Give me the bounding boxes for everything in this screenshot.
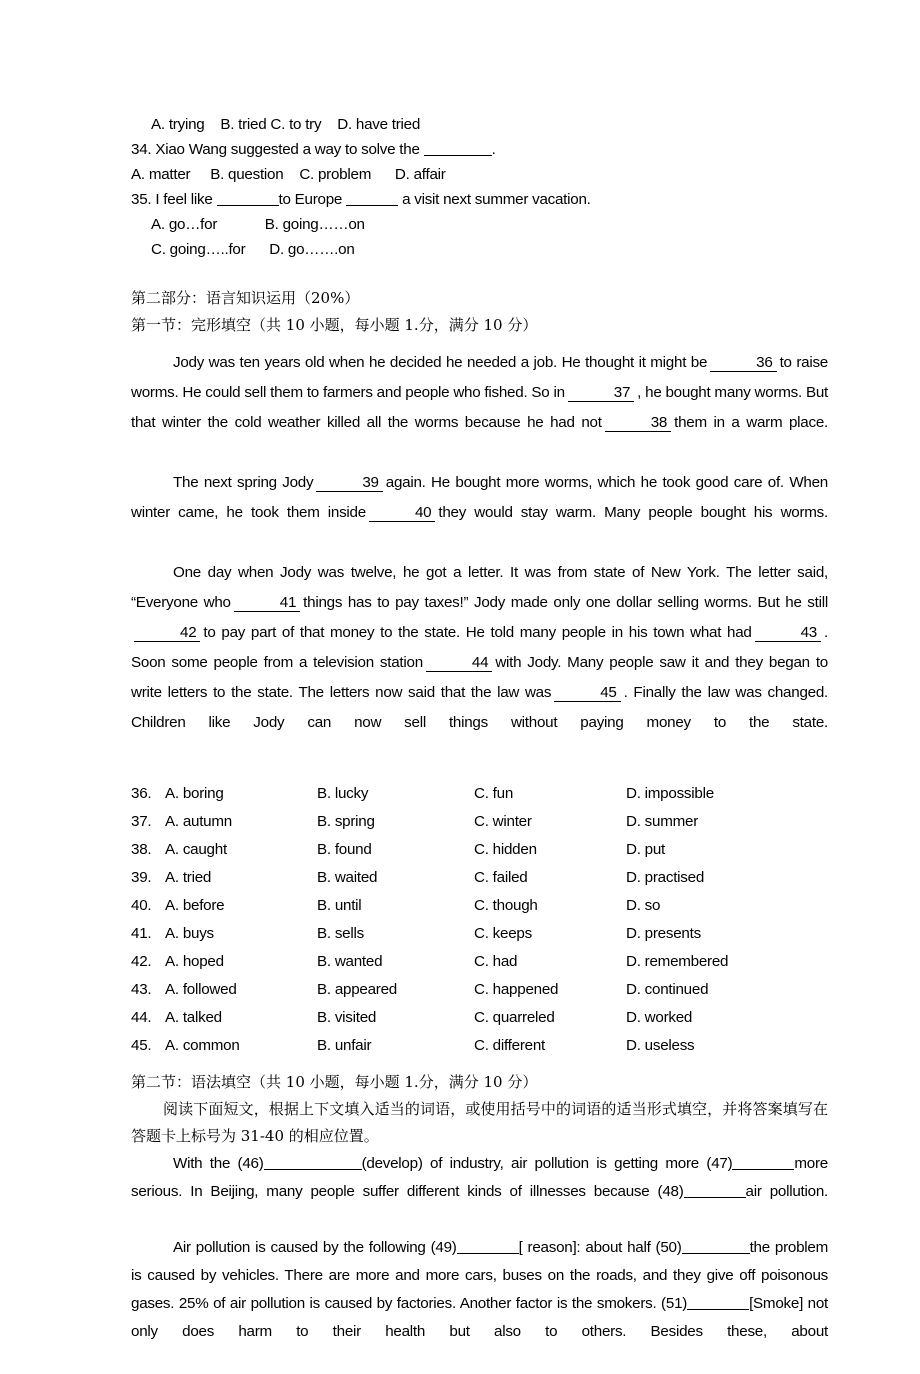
option-a[interactable]: A. tried	[165, 869, 212, 886]
cloze-blank-44: 44	[426, 655, 492, 672]
option-c[interactable]: C. winter	[474, 813, 532, 830]
grammar-p1-text-d: air pollution.	[745, 1183, 829, 1200]
cloze-paragraph-3	[131, 558, 828, 768]
question-34-stem-text: 34. Xiao Wang suggested a way to solve the	[131, 141, 424, 158]
cloze-p3-text-e: with Jody. Many people saw it and they began to write letters to the state. The letters now said that the law was	[131, 654, 828, 701]
spacer	[131, 1060, 828, 1069]
cloze-p1-text-a: Jody was ten years old when he decided he needed a job. He thought it might be	[173, 354, 708, 371]
grammar-blank-50	[682, 1238, 750, 1253]
option-d[interactable]: D. impossible	[626, 785, 714, 802]
option-b[interactable]: B. wanted	[317, 953, 383, 970]
question-35-stem	[131, 187, 828, 212]
cloze-blank-42: 42	[134, 625, 200, 642]
cloze-options-table	[131, 780, 828, 1060]
grammar-p1-text-c: more serious. In Beijing, many people suffer different kinds of illnesses because (48)	[131, 1155, 829, 1200]
cloze-blank-37: 37	[568, 385, 634, 402]
cloze-blank-38: 38	[605, 415, 671, 432]
cloze-p1-text-b: to raise worms. He could sell them to farmers and people who fished. So in	[131, 354, 828, 401]
option-b[interactable]: B. sells	[317, 925, 364, 942]
option-row-number: 45.	[131, 1037, 152, 1054]
document-page	[131, 112, 828, 1374]
option-c[interactable]: C. failed	[474, 869, 528, 886]
option-b[interactable]: B. lucky	[317, 785, 369, 802]
cloze-p3-text-b: things has to pay taxes!” Jody made only one dollar selling worms. But he still	[303, 594, 828, 611]
cloze-paragraph-2	[131, 468, 828, 558]
grammar-blank-46	[264, 1154, 362, 1169]
table-row	[131, 920, 828, 948]
question-35-blank-1	[217, 190, 279, 205]
section-2-instruction	[131, 1096, 828, 1150]
section-2-heading: 第二节：语法填空（共 10 小题，每小题 1.分，满分 10 分）	[131, 1073, 538, 1091]
cloze-p3-text-a: One day when Jody was twelve, he got a letter. It was from state of New York. The letter said, “Everyone who	[131, 564, 828, 611]
cloze-p2-text-a: The next spring Jody	[173, 474, 314, 491]
option-row-number: 39.	[131, 869, 152, 886]
option-a[interactable]: A. common	[165, 1037, 240, 1054]
table-row	[131, 976, 828, 1004]
table-row	[131, 1004, 828, 1032]
cloze-blank-45: 45	[554, 685, 620, 702]
option-b[interactable]: B. waited	[317, 869, 378, 886]
grammar-p2-text-a: Air pollution is caused by the following (49)	[173, 1239, 457, 1256]
option-b[interactable]: B. appeared	[317, 981, 398, 998]
question-35-stem-c: a visit next summer vacation.	[398, 191, 591, 208]
grammar-blank-48	[684, 1182, 746, 1197]
cloze-blank-43: 43	[755, 625, 821, 642]
option-b[interactable]: B. until	[317, 897, 362, 914]
option-b[interactable]: B. found	[317, 841, 372, 858]
part-2-section-1-heading: 第一节：完形填空（共 10 小题，每小题 1.分，满分 10 分）	[131, 316, 538, 334]
question-35-stem-b: to Europe	[278, 191, 347, 208]
cloze-p3-text-d: . Soon some people from a television station	[131, 624, 828, 671]
cloze-blank-40: 40	[369, 505, 435, 522]
option-a[interactable]: A. autumn	[165, 813, 232, 830]
table-row	[131, 808, 828, 836]
grammar-paragraph-2	[131, 1234, 828, 1374]
grammar-p1-text-b: (develop) of industry, air pollution is getting more (47)	[361, 1155, 733, 1172]
part-2-heading: 第二部分：语言知识运用（20%）	[131, 289, 360, 307]
cloze-blank-36: 36	[710, 355, 776, 372]
cloze-p3-text-f: . Finally the law was changed. Children like Jody can now sell things without paying money to the state.	[131, 684, 829, 731]
cloze-blank-39: 39	[316, 475, 382, 492]
spacer	[131, 262, 828, 285]
section-2-instruction-text: 阅读下面短文，根据上下文填入适当的词语，或使用括号中的词语的适当形式填空，并将答案填写在答题卡上标号为 31-40 的相应位置。	[131, 1100, 828, 1145]
question-33-options: A. trying B. tried C. to try D. have tried	[151, 116, 421, 133]
cloze-p3-text-c: to pay part of that money to the state. He told many people in his town what had	[203, 624, 752, 641]
question-35-blank-2	[346, 190, 398, 205]
option-d[interactable]: D. practised	[626, 869, 705, 886]
option-a[interactable]: A. caught	[165, 841, 227, 858]
question-34-options: A. matter B. question C. problem D. affair	[131, 166, 446, 183]
option-row-number: 38.	[131, 841, 152, 858]
table-row	[131, 780, 828, 808]
option-d[interactable]: D. summer	[626, 813, 699, 830]
option-a[interactable]: A. buys	[165, 925, 214, 942]
grammar-p2-text-d: [Smoke] not only does harm to their health but also to others. Besides these, about	[131, 1295, 829, 1340]
cloze-paragraph-1	[131, 348, 828, 468]
option-d[interactable]: D. presents	[626, 925, 701, 942]
option-row-number: 41.	[131, 925, 152, 942]
option-c[interactable]: C. happened	[474, 981, 559, 998]
option-c[interactable]: C. different	[474, 1037, 546, 1054]
table-row	[131, 864, 828, 892]
question-35-options-line-2: C. going…..for D. go…….on	[151, 241, 355, 258]
question-35-stem-a: 35. I feel like	[131, 191, 217, 208]
option-row-number: 44.	[131, 1009, 152, 1026]
grammar-p1-text-a: With the (46)	[173, 1155, 264, 1172]
option-d[interactable]: D. useless	[626, 1037, 695, 1054]
option-d[interactable]: D. worked	[626, 1009, 693, 1026]
option-a[interactable]: A. talked	[165, 1009, 222, 1026]
option-row-number: 43.	[131, 981, 152, 998]
grammar-paragraph-1	[131, 1150, 828, 1234]
question-34-stem	[131, 137, 828, 162]
option-row-number: 42.	[131, 953, 152, 970]
option-c[interactable]: C. hidden	[474, 841, 537, 858]
grammar-blank-51	[687, 1294, 749, 1309]
question-34-blank	[424, 140, 492, 155]
table-row	[131, 836, 828, 864]
option-b[interactable]: B. spring	[317, 813, 375, 830]
option-b[interactable]: B. visited	[317, 1009, 377, 1026]
spacer	[131, 339, 828, 348]
cloze-p2-text-b: again. He bought more worms, which he took good care of. When winter came, he took them inside	[131, 474, 828, 521]
option-row-number: 37.	[131, 813, 152, 830]
grammar-blank-49	[457, 1238, 519, 1253]
option-row-number: 40.	[131, 897, 152, 914]
table-row	[131, 1032, 828, 1060]
option-c[interactable]: C. though	[474, 897, 538, 914]
cloze-blank-41: 41	[234, 595, 300, 612]
table-row	[131, 948, 828, 976]
question-34-stem-period: .	[491, 141, 496, 158]
table-row	[131, 892, 828, 920]
option-c[interactable]: C. keeps	[474, 925, 532, 942]
grammar-p2-text-c: the problem is caused by vehicles. There are more and more cars, buses on the roads, and they give off poisonous gases. 25% of air pollution is caused by factories. Another factor is the smokers. (51)	[131, 1239, 829, 1312]
option-a[interactable]: A. boring	[165, 785, 224, 802]
option-d[interactable]: D. put	[626, 841, 666, 858]
cloze-p2-text-c: they would stay warm. Many people bought his worms.	[438, 504, 828, 521]
option-d[interactable]: D. so	[626, 897, 661, 914]
option-b[interactable]: B. unfair	[317, 1037, 372, 1054]
cloze-p1-text-c: , he bought many worms. But that winter the cold weather killed all the worms because he had not	[131, 384, 828, 431]
cloze-p1-text-d: them in a warm place.	[674, 414, 829, 431]
grammar-blank-47	[732, 1154, 794, 1169]
grammar-p2-text-b: [ reason]: about half (50)	[518, 1239, 682, 1256]
option-d[interactable]: D. remembered	[626, 953, 729, 970]
option-c[interactable]: C. had	[474, 953, 518, 970]
option-row-number: 36.	[131, 785, 152, 802]
question-35-options-line-1: A. go…for B. going……on	[151, 216, 365, 233]
option-a[interactable]: A. followed	[165, 981, 237, 998]
option-a[interactable]: A. hoped	[165, 953, 224, 970]
option-a[interactable]: A. before	[165, 897, 225, 914]
option-d[interactable]: D. continued	[626, 981, 709, 998]
option-c[interactable]: C. quarreled	[474, 1009, 555, 1026]
option-c[interactable]: C. fun	[474, 785, 514, 802]
